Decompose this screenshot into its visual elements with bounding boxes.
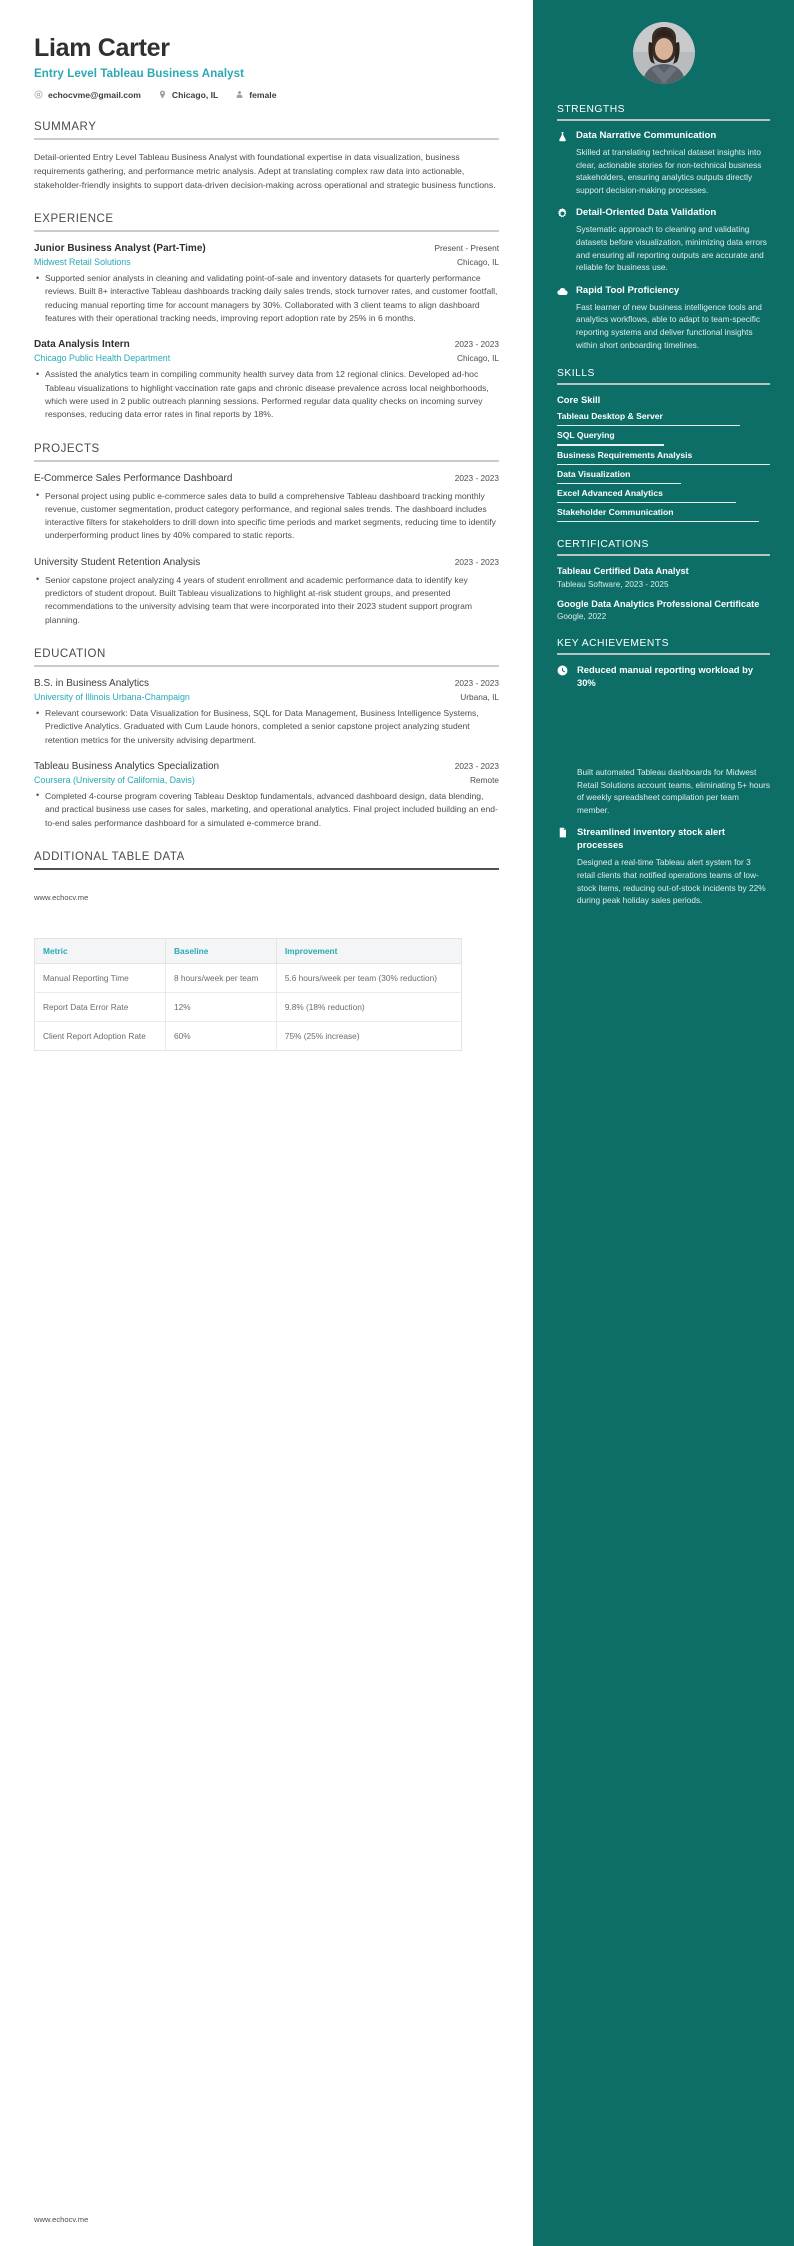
email-icon	[34, 90, 43, 99]
table-col-metric: Metric	[35, 938, 166, 963]
sidebar-section-strengths	[557, 104, 770, 351]
table-col-baseline: Baseline	[166, 938, 277, 963]
contact-gender	[235, 90, 276, 100]
contact-email-text: echocvme@gmail.com	[48, 89, 141, 100]
experience-entry	[34, 242, 499, 325]
experience-title: Data Analysis Intern	[34, 339, 130, 351]
education-entry	[34, 677, 499, 747]
skill-name: Excel Advanced Analytics	[557, 487, 663, 498]
project-bullets	[34, 490, 499, 543]
table-cell: 8 hours/week per team	[166, 963, 277, 992]
table-header-row	[35, 938, 462, 963]
certification-item	[557, 598, 770, 621]
section-projects	[34, 443, 499, 628]
project-title: E-Commerce Sales Performance Dashboard	[34, 472, 233, 484]
experience-bullets	[34, 368, 499, 421]
section-education-heading: EDUCATION	[34, 648, 106, 661]
education-institution[interactable]: University of Illinois Urbana-Champaign	[34, 692, 190, 703]
skill-level-bar	[557, 464, 770, 465]
table-cell: Client Report Adoption Rate	[35, 1021, 166, 1050]
document-icon	[557, 826, 569, 906]
certification-meta: Tableau Software, 2023 - 2025	[557, 579, 669, 589]
education-bullets	[34, 707, 499, 747]
achievement-item	[557, 664, 770, 816]
candidate-name: Liam Carter	[34, 34, 170, 62]
table-cell: 5.6 hours/week per team (30% reduction)	[276, 963, 461, 992]
avatar	[633, 22, 695, 84]
site-url-text: www.echocv.me	[34, 892, 89, 902]
skill-row	[557, 488, 770, 503]
project-date: 2023 - 2023	[454, 556, 499, 567]
skill-row	[557, 507, 770, 522]
project-bullets	[34, 574, 499, 627]
sidebar-divider	[557, 554, 770, 556]
avatar-wrap	[557, 22, 770, 84]
skill-name: Data Visualization	[557, 468, 631, 479]
section-experience	[34, 213, 499, 422]
experience-entry	[34, 338, 499, 421]
table-cell: 9.8% (18% reduction)	[276, 992, 461, 1021]
achievement-item	[557, 826, 770, 906]
section-divider	[34, 138, 499, 140]
avatar-portrait-icon	[633, 22, 695, 84]
bullet-item: • Completed 4-course program covering Tableau Desktop fundamentals, advanced dashboard design, data blending, and practical business use cases for sales, marketing, and operational analytics. Final project included building an end-to-end sales performance dashboard for a simulated e-commerce brand.	[45, 790, 499, 830]
strength-desc: Skilled at translating technical dataset insights into clear, actionable stories for non-technical business stakeholders, ensuring analytics outputs directly support decision-making processes.	[576, 146, 762, 195]
experience-bullets	[34, 272, 499, 325]
contact-gender-text: female	[249, 89, 277, 100]
section-summary-heading: SUMMARY	[34, 120, 97, 133]
education-location: Remote	[469, 774, 499, 785]
strength-title: Data Narrative Communication	[576, 130, 717, 141]
skill-row	[557, 430, 770, 445]
table-row	[35, 992, 462, 1021]
education-degree: Tableau Business Analytics Specialization	[34, 760, 220, 772]
section-divider	[34, 868, 499, 870]
education-degree: B.S. in Business Analytics	[34, 678, 150, 690]
gear-icon	[557, 207, 569, 273]
skill-row	[557, 411, 770, 426]
strength-item	[557, 207, 770, 273]
bullet-item: • Relevant coursework: Data Visualization for Business, SQL for Data Management, Business Intelligence Systems, Predictive Analytics. Graduated with Cum Laude honors, completed a senior capstone project analyzing student retention metrics for the university advising department.	[45, 707, 499, 747]
skill-level-bar	[557, 444, 664, 445]
education-bullets	[34, 790, 499, 830]
table-row	[35, 1021, 462, 1050]
table-cell: 12%	[166, 992, 277, 1021]
clock-icon	[557, 664, 569, 816]
certification-item	[557, 565, 770, 588]
cloud-icon	[557, 285, 569, 351]
achievement-title: Streamlined inventory stock alert processes	[577, 826, 725, 851]
experience-date: 2023 - 2023	[454, 339, 499, 350]
skill-level-bar	[557, 483, 681, 484]
skill-name: Stakeholder Communication	[557, 507, 674, 518]
location-pin-icon	[158, 90, 167, 99]
achievement-desc: Built automated Tableau dashboards for Midwest Retail Solutions account teams, eliminating 5+ hours of weekly spreadsheet compilation per team member.	[577, 767, 771, 815]
strength-item	[557, 285, 770, 351]
education-institution[interactable]: Coursera (University of California, Davis)	[34, 774, 195, 785]
skill-row	[557, 450, 770, 465]
strengths-heading: STRENGTHS	[557, 104, 626, 115]
table-cell: 60%	[166, 1021, 277, 1050]
experience-organization[interactable]: Chicago Public Health Department	[34, 353, 171, 364]
skill-row	[557, 469, 770, 484]
certification-name: Google Data Analytics Professional Certificate	[557, 598, 760, 609]
bullet-item: • Personal project using public e-commerce sales data to build a comprehensive Tableau dashboard tracking monthly revenue, customer segmentation, product category performance, and regional sales trends. The dashboard includes interactive filters for stakeholders to drill down into specific time periods and market segments, reducing time to identify underperforming product lines by 40% compared to static reports.	[45, 490, 499, 543]
education-date: 2023 - 2023	[454, 760, 499, 771]
sidebar-section-certifications	[557, 539, 770, 621]
table-cell: 75% (25% increase)	[284, 1030, 360, 1041]
section-additional-table	[34, 851, 499, 1051]
certification-name: Tableau Certified Data Analyst	[557, 566, 689, 577]
bullet-item: • Senior capstone project analyzing 4 years of student enrollment and academic performance data to identify key predictors of student dropout. Built Tableau visualizations to highlight at-risk student groups, and presented recommendations to the university advising team that were incorporated into their 2023 student support program planning.	[45, 574, 499, 627]
skill-level-bar	[557, 521, 759, 522]
strength-item	[557, 130, 770, 196]
project-title: University Student Retention Analysis	[34, 556, 201, 568]
experience-location: Chicago, IL	[457, 257, 499, 268]
sidebar-divider	[557, 119, 770, 121]
certifications-heading: CERTIFICATIONS	[557, 539, 649, 551]
project-entry	[34, 556, 499, 627]
skills-core-label: Core Skill	[557, 394, 601, 406]
contact-email[interactable]	[34, 90, 141, 100]
experience-title: Junior Business Analyst (Part-Time)	[34, 243, 206, 255]
achievement-desc: Designed a real-time Tableau alert system for 3 retail clients that notified operations teams of low-stock items, reducing out-of-stock incidents by 22% during peak holiday sales periods.	[577, 857, 766, 906]
skill-level-bar	[557, 425, 740, 426]
skill-name: Business Requirements Analysis	[557, 449, 693, 460]
section-divider	[34, 230, 499, 232]
section-divider	[34, 665, 499, 667]
bullet-item: • Assisted the analytics team in compiling community health survey data from 12 regional clinics. Developed ad-hoc Tableau visualizations to highlight vaccination rate gaps and chronic disease prevalence across local neighborhoods, which were used in 2 public outreach planning sessions. Performed regular data quality checks on incoming survey responses, reducing data error rates in final reports by 18%.	[45, 368, 499, 421]
strength-title: Rapid Tool Proficiency	[576, 284, 680, 296]
education-location: Urbana, IL	[460, 692, 499, 703]
strength-desc: Systematic approach to cleaning and validating datasets before visualization, minimizing data errors and ensuring all reporting outputs are accurate and reliable for business use.	[576, 224, 767, 273]
experience-date: Present - Present	[434, 243, 499, 254]
sidebar-divider	[557, 383, 770, 385]
skill-level-bar	[557, 502, 736, 503]
skill-name: Tableau Desktop & Server	[557, 411, 663, 422]
bullet-item: • Supported senior analysts in cleaning and validating point-of-sale and inventory datasets for quarterly performance reviews. Built 8+ interactive Tableau dashboards tracking daily sales trends, stock turnover rates, and customer footfall, reducing manual reporting time for account managers by 30%. Collaborated with 3 client teams to align dashboard features with their operational tracking needs, improving report adoption rate by 25% in 6 months.	[45, 272, 499, 325]
skill-name: SQL Querying	[557, 430, 615, 441]
contact-location-text: Chicago, IL	[171, 89, 219, 100]
education-date: 2023 - 2023	[454, 678, 499, 689]
achievements-heading: KEY ACHIEVEMENTS	[557, 638, 669, 650]
section-summary	[34, 121, 499, 192]
flask-icon	[557, 130, 569, 196]
table-row	[35, 963, 462, 992]
sidebar-divider	[557, 653, 770, 655]
table-cell: Manual Reporting Time	[35, 963, 166, 992]
contact-location	[158, 90, 218, 100]
experience-location: Chicago, IL	[457, 353, 499, 364]
sidebar-section-skills	[557, 368, 770, 522]
candidate-job-title: Entry Level Tableau Business Analyst	[34, 67, 245, 80]
achievement-spacer	[577, 694, 770, 766]
section-additional-table-heading: ADDITIONAL TABLE DATA	[34, 850, 185, 863]
skills-heading: SKILLS	[557, 368, 595, 380]
project-entry	[34, 472, 499, 543]
education-entry	[34, 760, 499, 830]
strength-title: Detail-Oriented Data Validation	[576, 207, 717, 219]
section-education	[34, 648, 499, 830]
section-divider	[34, 460, 499, 462]
sidebar-section-achievements	[557, 638, 770, 907]
project-date: 2023 - 2023	[454, 472, 499, 483]
certification-meta: Google, 2022	[557, 612, 607, 622]
metrics-table	[34, 938, 462, 1051]
contact-row	[34, 90, 499, 100]
resume-sidebar	[533, 0, 794, 2246]
table-cell: Report Data Error Rate	[35, 992, 166, 1021]
table-col-improvement: Improvement	[276, 938, 461, 963]
person-icon	[235, 90, 244, 99]
section-projects-heading: PROJECTS	[34, 442, 100, 455]
footer-url: www.echocv.me	[34, 2215, 89, 2224]
header-block	[34, 34, 499, 100]
strength-desc: Fast learner of new business intelligence tools and analytics workflows, able to adapt to team-specific reporting systems and deliver functional insights within short onboarding timelines.	[576, 301, 762, 350]
section-experience-heading: EXPERIENCE	[34, 213, 114, 226]
experience-organization[interactable]: Midwest Retail Solutions	[34, 257, 131, 268]
achievement-title: Reduced manual reporting workload by 30%	[577, 664, 754, 689]
summary-text: Detail-oriented Entry Level Tableau Business Analyst with foundational expertise in data visualization, business requirements gathering, and performance metric analysis. Adept at translating complex raw data into actionable, stakeholder-friendly insights to support data-driven decision-making across operational and strategic business functions.	[34, 151, 496, 190]
